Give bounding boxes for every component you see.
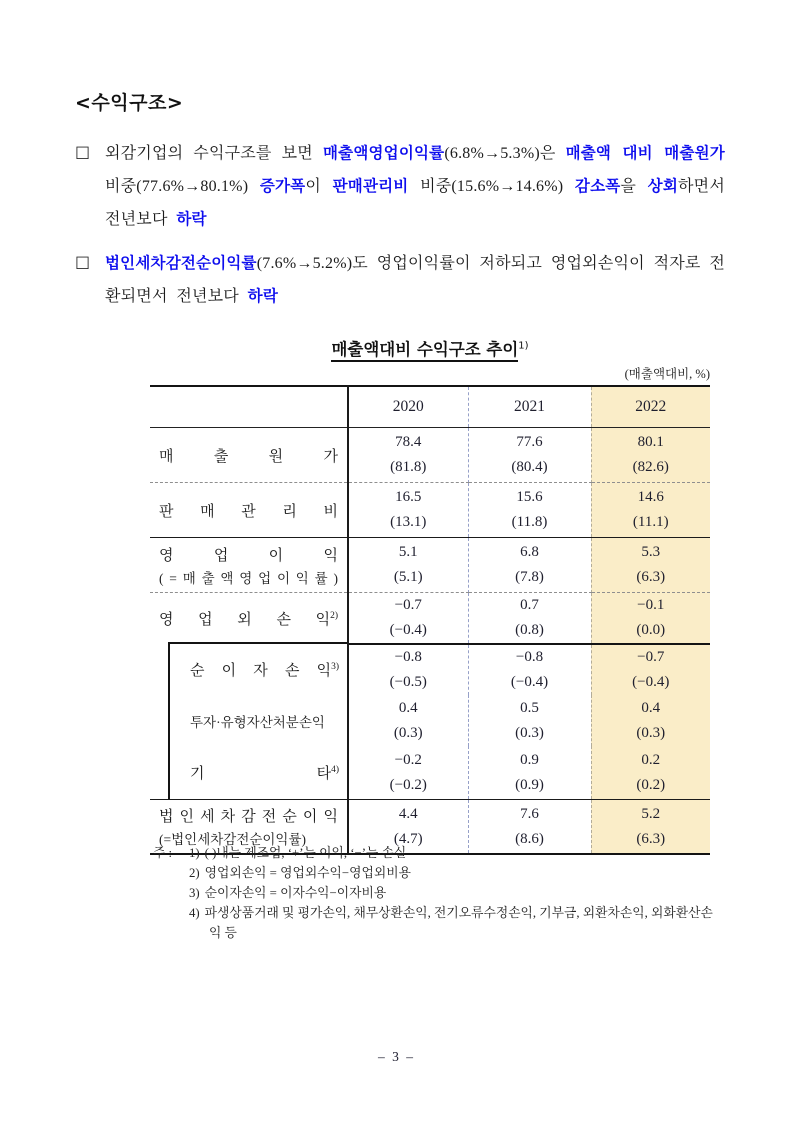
text-run: 증가폭 [259,177,306,195]
header-empty-cell [150,386,348,428]
text-run: 하락 [247,287,279,305]
text-run: (6.8%→5.3%)은 [444,145,566,162]
row-label: 투자·유형자산처분손익 [190,714,325,730]
table-unit-label: (매출액대비, %) [624,367,710,381]
footnote-ref-3: 3) [331,662,339,672]
value-cell: −0.8 (−0.5) [348,644,468,695]
footnote-3: 3) 순이자손익 = 이자수익−이자비용 [189,886,387,900]
value-cell: 0.4 (0.3) [591,695,710,746]
value-cell: 5.2 (6.3) [591,800,710,855]
row-label-cell [150,593,348,645]
text-run: 매출액 대비 매출원가 [565,144,725,162]
row-label-cell [150,483,348,538]
paragraph-2 [75,247,725,313]
footnote-ref-2: 2) [330,611,338,621]
row-label: 영 업 이 익 [159,547,338,564]
value-cell: 78.4 (81.8) [348,428,468,483]
row-sublabel: (=법인세차감전순이익률) [159,832,307,847]
row-label-cell [150,644,348,695]
row-label-cell [150,428,348,483]
text-run: 감소폭 [574,177,621,195]
value-cell: 0.7 (0.8) [468,593,591,645]
table-row-nonoperating [150,593,710,645]
table-row-asset-disposal [150,695,710,746]
value-cell: 0.9 (0.9) [468,746,591,800]
table-title [150,336,710,360]
table-title-text: 매출액대비 수익구조 추이 [331,340,518,362]
text-run: 을 [620,178,648,195]
text-run: 상회 [647,177,679,195]
value-cell: 5.3 (6.3) [591,538,710,593]
header-year-2022: 2022 [591,386,710,428]
text-run: (7.6%→5.2%)도 영업이익률이 저하되고 영업외손익이 적자로 전환되면서 전년보다 [105,255,725,305]
page-number: – 3 – [378,1049,415,1064]
table-row-cogs [150,428,710,483]
footnote-2: 2) 영업외손익 = 영업외수익−영업외비용 [189,866,411,880]
paragraph-2-text [105,247,725,313]
revenue-structure-table-block [150,336,710,855]
text-run: 외감기업의 수익구조를 보면 [105,145,323,162]
footnote-ref-4: 4) [331,765,339,775]
footnote-ref-1: 1) [518,340,529,352]
value-cell: 7.6 (8.6) [468,800,591,855]
text-run: 매출액영업이익률 [322,144,445,162]
row-label-cell [150,538,348,593]
paragraph-1 [75,137,725,236]
header-year-2021: 2021 [468,386,591,428]
value-cell: 0.4 (0.3) [348,695,468,746]
value-cell: −0.2 (−0.2) [348,746,468,800]
value-cell: 77.6 (80.4) [468,428,591,483]
revenue-structure-table [150,385,710,855]
value-cell: −0.7 (−0.4) [348,593,468,645]
text-run: 이 [305,178,333,195]
paragraph-1-text [105,137,725,236]
row-sublabel: ( = 매 출 액 영 업 이 익 률 ) [159,570,338,586]
text-run: 하락 [176,210,207,228]
table-row-other [150,746,710,800]
value-cell: 16.5 (13.1) [348,483,468,538]
row-label: 법 인 세 차 감 전 순 이 익 [159,809,338,825]
footnotes-prefix: 주 : [153,846,173,860]
value-cell: 5.1 (5.1) [348,538,468,593]
row-label-cell [150,746,348,800]
value-cell: 6.8 (7.8) [468,538,591,593]
value-cell: 14.6 (11.1) [591,483,710,538]
text-run: 판매관리비 [332,177,409,195]
table-row-operating-income [150,538,710,593]
value-cell: 4.4 (4.7) [348,800,468,855]
text-run: 법인세차감전순이익률 [105,254,257,272]
text-run: 하면서 전년보다 [105,178,725,228]
value-cell: −0.8 (−0.4) [468,644,591,695]
header-year-2020: 2020 [348,386,468,428]
text-run: 비중(77.6%→80.1%) [105,178,260,195]
value-cell: 80.1 (82.6) [591,428,710,483]
table-header-row [150,386,710,428]
value-cell: 15.6 (11.8) [468,483,591,538]
row-label: 영 업 외 손 익$^{2)}$ [159,611,338,628]
value-cell: 0.5 (0.3) [468,695,591,746]
value-cell: −0.7 (−0.4) [591,644,710,695]
footnote-4: 4) 파생상품거래 및 평가손익, 채무상환손익, 전기오류수정손익, 기부금, 외환차손익, 외화환산손익 등 [189,906,713,940]
page-title: <수익구조> [75,92,184,114]
table-row-net-interest [150,644,710,695]
table-row-sga [150,483,710,538]
footnote-list [189,843,725,943]
value-cell: 0.2 (0.2) [591,746,710,800]
square-bullet-icon: □ [75,252,91,271]
footnotes [153,843,725,943]
row-label: 매 출 원 가 [159,448,338,465]
text-run: 비중(15.6%→14.6%) [408,178,575,195]
row-label: 기 타$^{4)}$ [190,765,339,782]
row-label: 순 이 자 손 익$^{3)}$ [190,662,339,679]
value-cell: −0.1 (0.0) [591,593,710,645]
square-bullet-icon: □ [75,142,91,161]
footnote-1: 1) ( )내는 제조업, ‘+’는 이익, ‘−’는 손실 [189,846,407,860]
row-label-cell [150,695,348,746]
row-label: 판 매 관 리 비 [159,503,338,520]
